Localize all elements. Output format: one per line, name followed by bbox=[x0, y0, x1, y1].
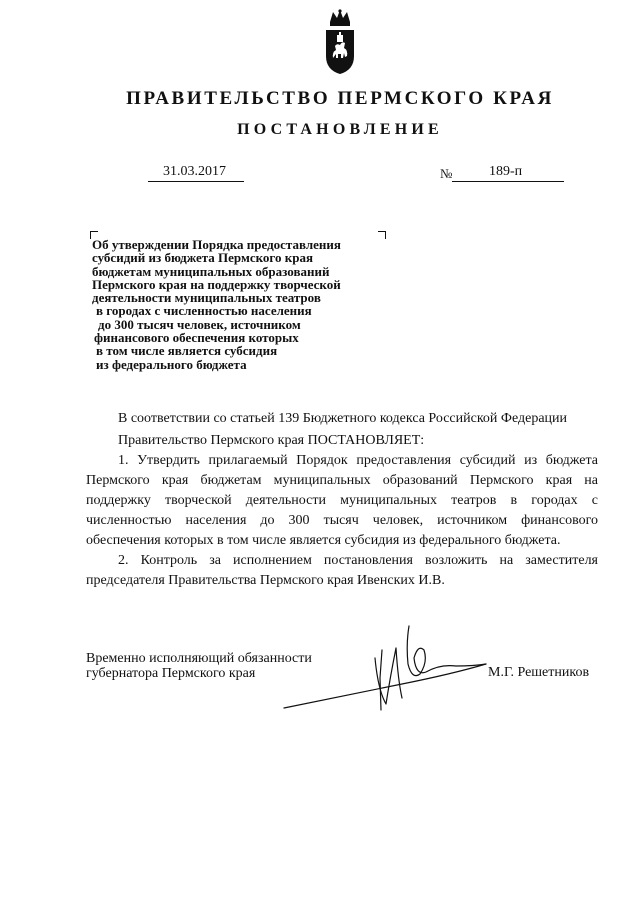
number-underline bbox=[452, 180, 564, 182]
subject-line: в том числе является субсидия bbox=[96, 343, 278, 359]
body-paragraph-resolves: Правительство Пермского края ПОСТАНОВЛЯЕТ: bbox=[118, 433, 425, 448]
document-subject bbox=[92, 238, 392, 371]
signatory-position bbox=[86, 651, 312, 681]
subject-line: из федерального бюджета bbox=[96, 356, 247, 372]
body-paragraph-item-1: 1. Утвердить прилагаемый Порядок предоставления субсидий из бюджета Пермского края бюджетам муниципальных образований Пермского края на поддержку творческой деятельности муниципальных театров в городах с численностью населения до 300 тысяч человек, источником финансового обеспечения которых в том числе является субсидия из федерального бюджета. bbox=[86, 453, 598, 548]
body-paragraph-basis: В соответствии со статьей 139 Бюджетного кодекса Российской Федерации bbox=[118, 411, 568, 426]
subject-line: субсидий из бюджета Пермского края bbox=[92, 250, 313, 266]
document-date: 31.03.2017 bbox=[163, 164, 226, 179]
subject-line: в городах с численностью населения bbox=[96, 303, 312, 319]
handwritten-signature-icon bbox=[282, 618, 492, 718]
document-body bbox=[86, 409, 598, 591]
signatory-name: М.Г. Решетников bbox=[488, 665, 590, 680]
subject-line: деятельности муниципальных театров bbox=[92, 290, 321, 306]
signatory-position-line: Временно исполняющий обязанности bbox=[86, 651, 312, 666]
date-underline bbox=[148, 180, 244, 182]
subject-line: до 300 тысяч человек, источником bbox=[98, 316, 301, 332]
signatory-position-line: губернатора Пермского края bbox=[86, 666, 256, 681]
number-sign: № bbox=[440, 166, 453, 181]
subject-line: бюджетам муниципальных образований bbox=[92, 263, 330, 279]
subject-line: финансового обеспечения которых bbox=[94, 330, 299, 346]
government-title: ПРАВИТЕЛЬСТВО ПЕРМСКОГО КРАЯ bbox=[126, 88, 554, 109]
subject-line: Пермского края на поддержку творческой bbox=[92, 276, 341, 292]
document-number: 189-п bbox=[489, 164, 523, 179]
coat-of-arms-icon bbox=[322, 8, 358, 76]
body-paragraph-item-2: 2. Контроль за исполнением постановления возложить на заместителя председателя Правительства Пермского края Ивенских И.В. bbox=[86, 553, 598, 588]
document-type: ПОСТАНОВЛЕНИЕ bbox=[237, 121, 443, 138]
subject-line: Об утверждении Порядка предоставления bbox=[92, 237, 341, 252]
